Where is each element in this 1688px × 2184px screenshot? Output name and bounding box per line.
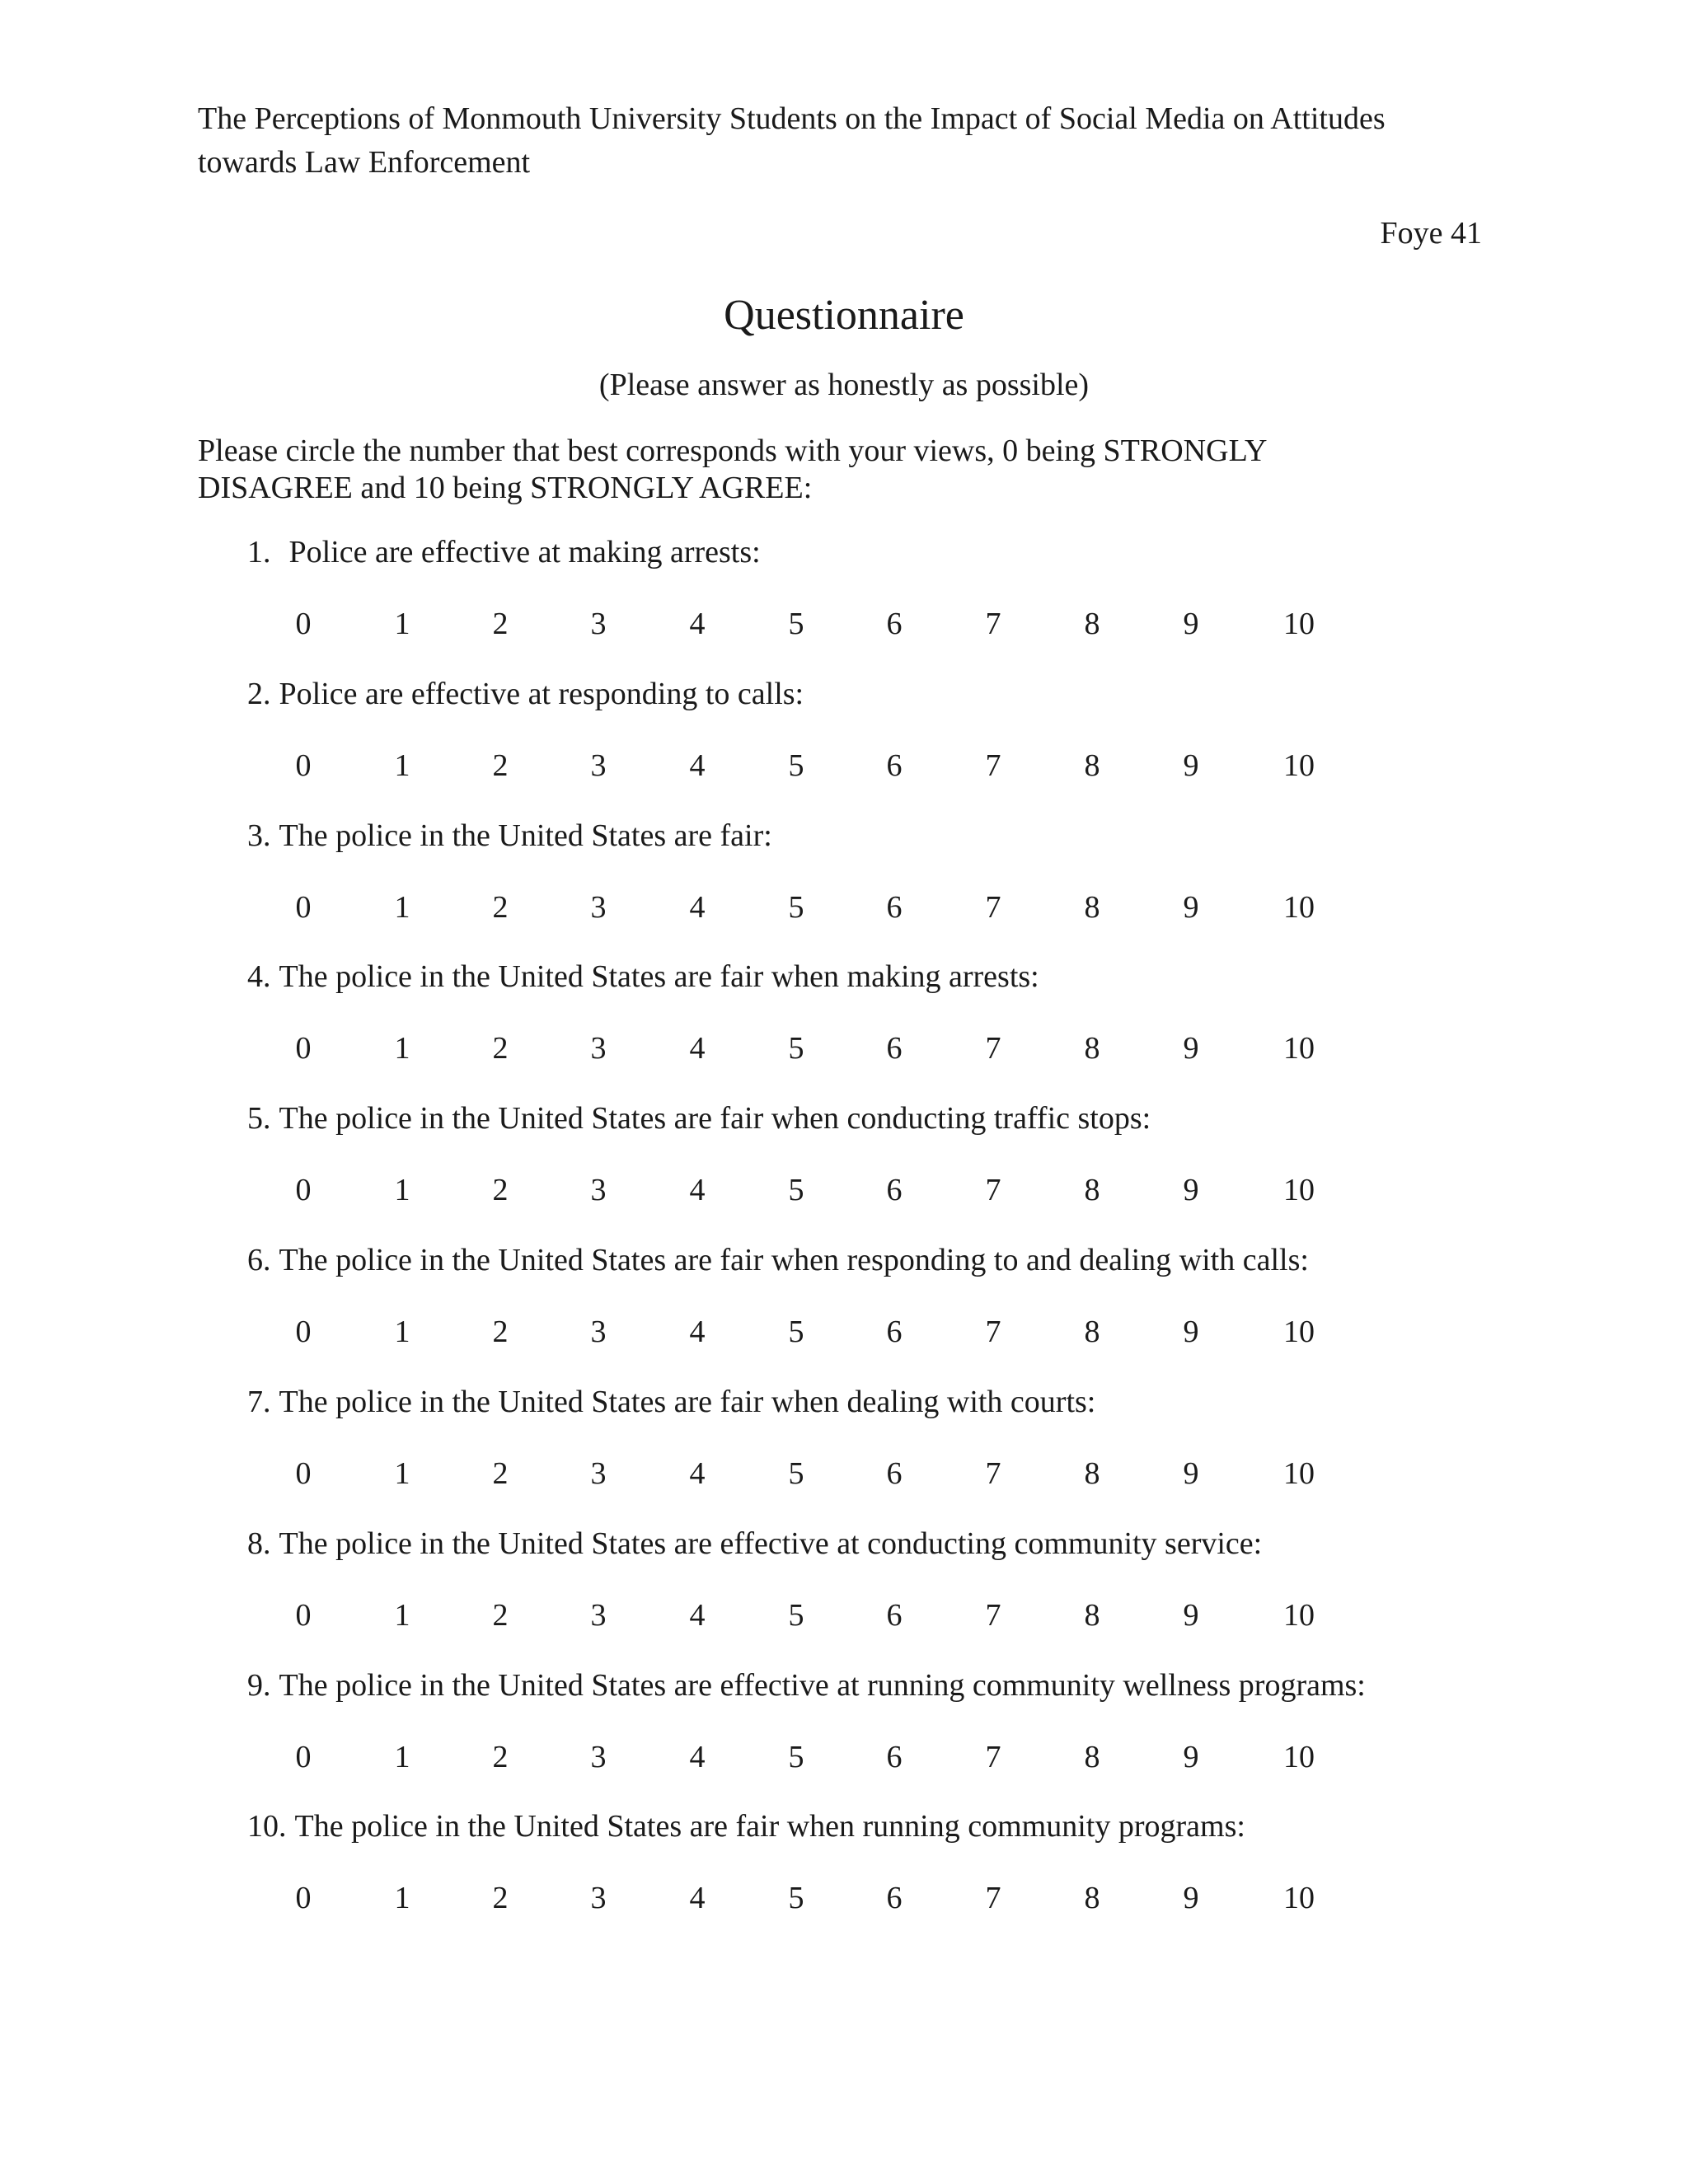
- scale-option-9[interactable]: 9: [1183, 1740, 1199, 1774]
- scale-option-1[interactable]: 1: [394, 1456, 410, 1491]
- scale-option-0[interactable]: 0: [295, 748, 312, 783]
- scale-option-1[interactable]: 1: [394, 607, 410, 641]
- question-text: [247, 1665, 1366, 1706]
- scale-option-0[interactable]: 0: [295, 1456, 312, 1491]
- scale-option-4[interactable]: 4: [689, 1740, 706, 1774]
- question-text: [247, 1098, 1151, 1139]
- scale-option-2[interactable]: 2: [492, 748, 509, 783]
- scale-option-10[interactable]: 10: [1283, 748, 1315, 783]
- scale-option-7[interactable]: 7: [985, 890, 1001, 925]
- scale-option-2[interactable]: 2: [492, 1740, 509, 1774]
- rating-scale: [0, 1595, 1688, 1636]
- scale-option-2[interactable]: 2: [492, 1456, 509, 1491]
- question-text: [247, 1523, 1262, 1564]
- rating-scale: [0, 1028, 1688, 1069]
- scale-option-8[interactable]: 8: [1084, 1740, 1100, 1774]
- scale-option-5[interactable]: 5: [788, 1315, 804, 1349]
- question-item: [0, 956, 1688, 1098]
- question-label: The police in the United States are fair when running community programs:: [294, 1809, 1245, 1844]
- question-text: [247, 673, 804, 715]
- scale-option-6[interactable]: 6: [886, 748, 903, 783]
- question-label: The police in the United States are fair when making arrests:: [279, 959, 1039, 994]
- scale-option-10[interactable]: 10: [1283, 607, 1315, 641]
- scale-option-2[interactable]: 2: [492, 1598, 509, 1633]
- scale-option-5[interactable]: 5: [788, 1598, 804, 1633]
- question-text: [247, 1381, 1095, 1422]
- scale-option-6[interactable]: 6: [886, 890, 903, 925]
- scale-option-6[interactable]: 6: [886, 1881, 903, 1915]
- scale-option-8[interactable]: 8: [1084, 748, 1100, 783]
- scale-option-8[interactable]: 8: [1084, 1881, 1100, 1915]
- scale-option-0[interactable]: 0: [295, 1031, 312, 1066]
- instructions: Please circle the number that best corresponds with your views, 0 being STRONGLY DISAGREE and 10 being STRONGLY AGREE:: [198, 434, 1267, 505]
- scale-option-1[interactable]: 1: [394, 890, 410, 925]
- question-text: [247, 1806, 1245, 1847]
- page-title: Questionnaire: [724, 292, 964, 339]
- scale-option-5[interactable]: 5: [788, 1456, 804, 1491]
- scale-option-0[interactable]: 0: [295, 1173, 312, 1207]
- scale-option-4[interactable]: 4: [689, 1315, 706, 1349]
- scale-option-3[interactable]: 3: [590, 748, 607, 783]
- scale-option-9[interactable]: 9: [1183, 1456, 1199, 1491]
- scale-option-2[interactable]: 2: [492, 1315, 509, 1349]
- question-number: 8.: [247, 1526, 271, 1561]
- scale-option-4[interactable]: 4: [689, 1173, 706, 1207]
- question-number: 3.: [247, 818, 271, 853]
- scale-option-5[interactable]: 5: [788, 748, 804, 783]
- scale-option-9[interactable]: 9: [1183, 748, 1199, 783]
- question-number: 7.: [247, 1385, 271, 1419]
- question-text: [247, 815, 772, 856]
- scale-option-7[interactable]: 7: [985, 1881, 1001, 1915]
- scale-option-4[interactable]: 4: [689, 607, 706, 641]
- scale-option-10[interactable]: 10: [1283, 1456, 1315, 1491]
- question-number: 9.: [247, 1668, 271, 1703]
- page-subtitle: (Please answer as honestly as possible): [598, 368, 1090, 402]
- scale-option-2[interactable]: 2: [492, 1031, 509, 1066]
- scale-option-3[interactable]: 3: [590, 1173, 607, 1207]
- scale-option-6[interactable]: 6: [886, 1456, 903, 1491]
- scale-option-6[interactable]: 6: [886, 1173, 903, 1207]
- scale-option-9[interactable]: 9: [1183, 1315, 1199, 1349]
- scale-option-3[interactable]: 3: [590, 1315, 607, 1349]
- scale-option-3[interactable]: 3: [590, 890, 607, 925]
- scale-option-2[interactable]: 2: [492, 1173, 509, 1207]
- rating-scale: [0, 1453, 1688, 1494]
- question-number: 5.: [247, 1101, 271, 1136]
- scale-option-6[interactable]: 6: [886, 1315, 903, 1349]
- scale-option-9[interactable]: 9: [1183, 607, 1199, 641]
- scale-option-0[interactable]: 0: [295, 1315, 312, 1349]
- running-title: The Perceptions of Monmouth University Students on the Impact of Social Media on Attitudes towards Law Enforcement: [198, 101, 1386, 180]
- scale-option-5[interactable]: 5: [788, 1173, 804, 1207]
- scale-option-0[interactable]: 0: [295, 1740, 312, 1774]
- scale-option-10[interactable]: 10: [1283, 890, 1315, 925]
- question-label: The police in the United States are effective at conducting community service:: [279, 1526, 1263, 1561]
- scale-option-8[interactable]: 8: [1084, 1031, 1100, 1066]
- rating-scale: [0, 603, 1688, 644]
- scale-option-5[interactable]: 5: [788, 1881, 804, 1915]
- question-item: [0, 673, 1688, 815]
- rating-scale: [0, 1877, 1688, 1919]
- rating-scale: [0, 1169, 1688, 1211]
- scale-option-10[interactable]: 10: [1283, 1881, 1315, 1915]
- scale-option-4[interactable]: 4: [689, 1881, 706, 1915]
- scale-option-1[interactable]: 1: [394, 748, 410, 783]
- question-number: 1.: [247, 535, 271, 569]
- scale-option-2[interactable]: 2: [492, 607, 509, 641]
- question-number: 10.: [247, 1809, 287, 1844]
- scale-option-7[interactable]: 7: [985, 1031, 1001, 1066]
- scale-option-4[interactable]: 4: [689, 890, 706, 925]
- question-label: Police are effective at making arrests:: [288, 535, 761, 569]
- scale-option-8[interactable]: 8: [1084, 1315, 1100, 1349]
- scale-option-0[interactable]: 0: [295, 890, 312, 925]
- scale-option-1[interactable]: 1: [394, 1031, 410, 1066]
- scale-option-7[interactable]: 7: [985, 1456, 1001, 1491]
- question-number: 4.: [247, 959, 271, 994]
- scale-option-3[interactable]: 3: [590, 1031, 607, 1066]
- scale-option-5[interactable]: 5: [788, 890, 804, 925]
- scale-option-8[interactable]: 8: [1084, 1173, 1100, 1207]
- scale-option-7[interactable]: 7: [985, 1173, 1001, 1207]
- scale-option-10[interactable]: 10: [1283, 1315, 1315, 1349]
- scale-option-8[interactable]: 8: [1084, 1456, 1100, 1491]
- question-item: [0, 1806, 1688, 1947]
- scale-option-8[interactable]: 8: [1084, 607, 1100, 641]
- question-item: [0, 532, 1688, 673]
- scale-option-7[interactable]: 7: [985, 1315, 1001, 1349]
- scale-option-9[interactable]: 9: [1183, 1881, 1199, 1915]
- question-item: [0, 1381, 1688, 1523]
- scale-option-6[interactable]: 6: [886, 1598, 903, 1633]
- scale-option-3[interactable]: 3: [590, 1456, 607, 1491]
- scale-option-7[interactable]: 7: [985, 607, 1001, 641]
- question-label: The police in the United States are effective at running community wellness programs:: [279, 1668, 1366, 1703]
- scale-option-4[interactable]: 4: [689, 1456, 706, 1491]
- scale-option-9[interactable]: 9: [1183, 1031, 1199, 1066]
- question-number: 2.: [247, 677, 271, 711]
- scale-option-4[interactable]: 4: [689, 1031, 706, 1066]
- scale-option-2[interactable]: 2: [492, 890, 509, 925]
- question-label: The police in the United States are fair when dealing with courts:: [279, 1385, 1096, 1419]
- page-number: Foye 41: [1380, 216, 1482, 251]
- question-number: 6.: [247, 1243, 271, 1277]
- question-text: [247, 532, 761, 573]
- scale-option-6[interactable]: 6: [886, 1740, 903, 1774]
- question-item: [0, 815, 1688, 957]
- scale-option-6[interactable]: 6: [886, 607, 903, 641]
- question-label: Police are effective at responding to calls:: [279, 677, 804, 711]
- question-item: [0, 1098, 1688, 1240]
- scale-option-1[interactable]: 1: [394, 1598, 410, 1633]
- scale-option-0[interactable]: 0: [295, 1598, 312, 1633]
- scale-option-0[interactable]: 0: [295, 1881, 312, 1915]
- scale-option-5[interactable]: 5: [788, 607, 804, 641]
- scale-option-3[interactable]: 3: [590, 1740, 607, 1774]
- scale-option-7[interactable]: 7: [985, 748, 1001, 783]
- rating-scale: [0, 1311, 1688, 1352]
- scale-option-10[interactable]: 10: [1283, 1173, 1315, 1207]
- scale-option-7[interactable]: 7: [985, 1598, 1001, 1633]
- scale-option-8[interactable]: 8: [1084, 1598, 1100, 1633]
- scale-option-1[interactable]: 1: [394, 1881, 410, 1915]
- question-item: [0, 1523, 1688, 1665]
- question-label: The police in the United States are fair:: [279, 818, 772, 853]
- question-item: [0, 1665, 1688, 1807]
- rating-scale: [0, 745, 1688, 786]
- scale-option-4[interactable]: 4: [689, 1598, 706, 1633]
- rating-scale: [0, 1736, 1688, 1778]
- question-text: [247, 956, 1039, 997]
- scale-option-5[interactable]: 5: [788, 1740, 804, 1774]
- scale-option-10[interactable]: 10: [1283, 1740, 1315, 1774]
- scale-option-8[interactable]: 8: [1084, 890, 1100, 925]
- question-item: [0, 1240, 1688, 1381]
- scale-option-1[interactable]: 1: [394, 1740, 410, 1774]
- scale-option-1[interactable]: 1: [394, 1315, 410, 1349]
- scale-option-2[interactable]: 2: [492, 1881, 509, 1915]
- question-label: The police in the United States are fair when conducting traffic stops:: [279, 1101, 1151, 1136]
- scale-option-1[interactable]: 1: [394, 1173, 410, 1207]
- scale-option-3[interactable]: 3: [590, 1598, 607, 1633]
- scale-option-9[interactable]: 9: [1183, 890, 1199, 925]
- scale-option-5[interactable]: 5: [788, 1031, 804, 1066]
- question-text: [247, 1240, 1309, 1281]
- rating-scale: [0, 887, 1688, 928]
- scale-option-9[interactable]: 9: [1183, 1598, 1199, 1633]
- scale-option-4[interactable]: 4: [689, 748, 706, 783]
- scale-option-6[interactable]: 6: [886, 1031, 903, 1066]
- question-label: The police in the United States are fair when responding to and dealing with calls:: [279, 1243, 1309, 1277]
- scale-option-3[interactable]: 3: [590, 607, 607, 641]
- scale-option-10[interactable]: 10: [1283, 1031, 1315, 1066]
- scale-option-3[interactable]: 3: [590, 1881, 607, 1915]
- scale-option-7[interactable]: 7: [985, 1740, 1001, 1774]
- scale-option-9[interactable]: 9: [1183, 1173, 1199, 1207]
- scale-option-0[interactable]: 0: [295, 607, 312, 641]
- scale-option-10[interactable]: 10: [1283, 1598, 1315, 1633]
